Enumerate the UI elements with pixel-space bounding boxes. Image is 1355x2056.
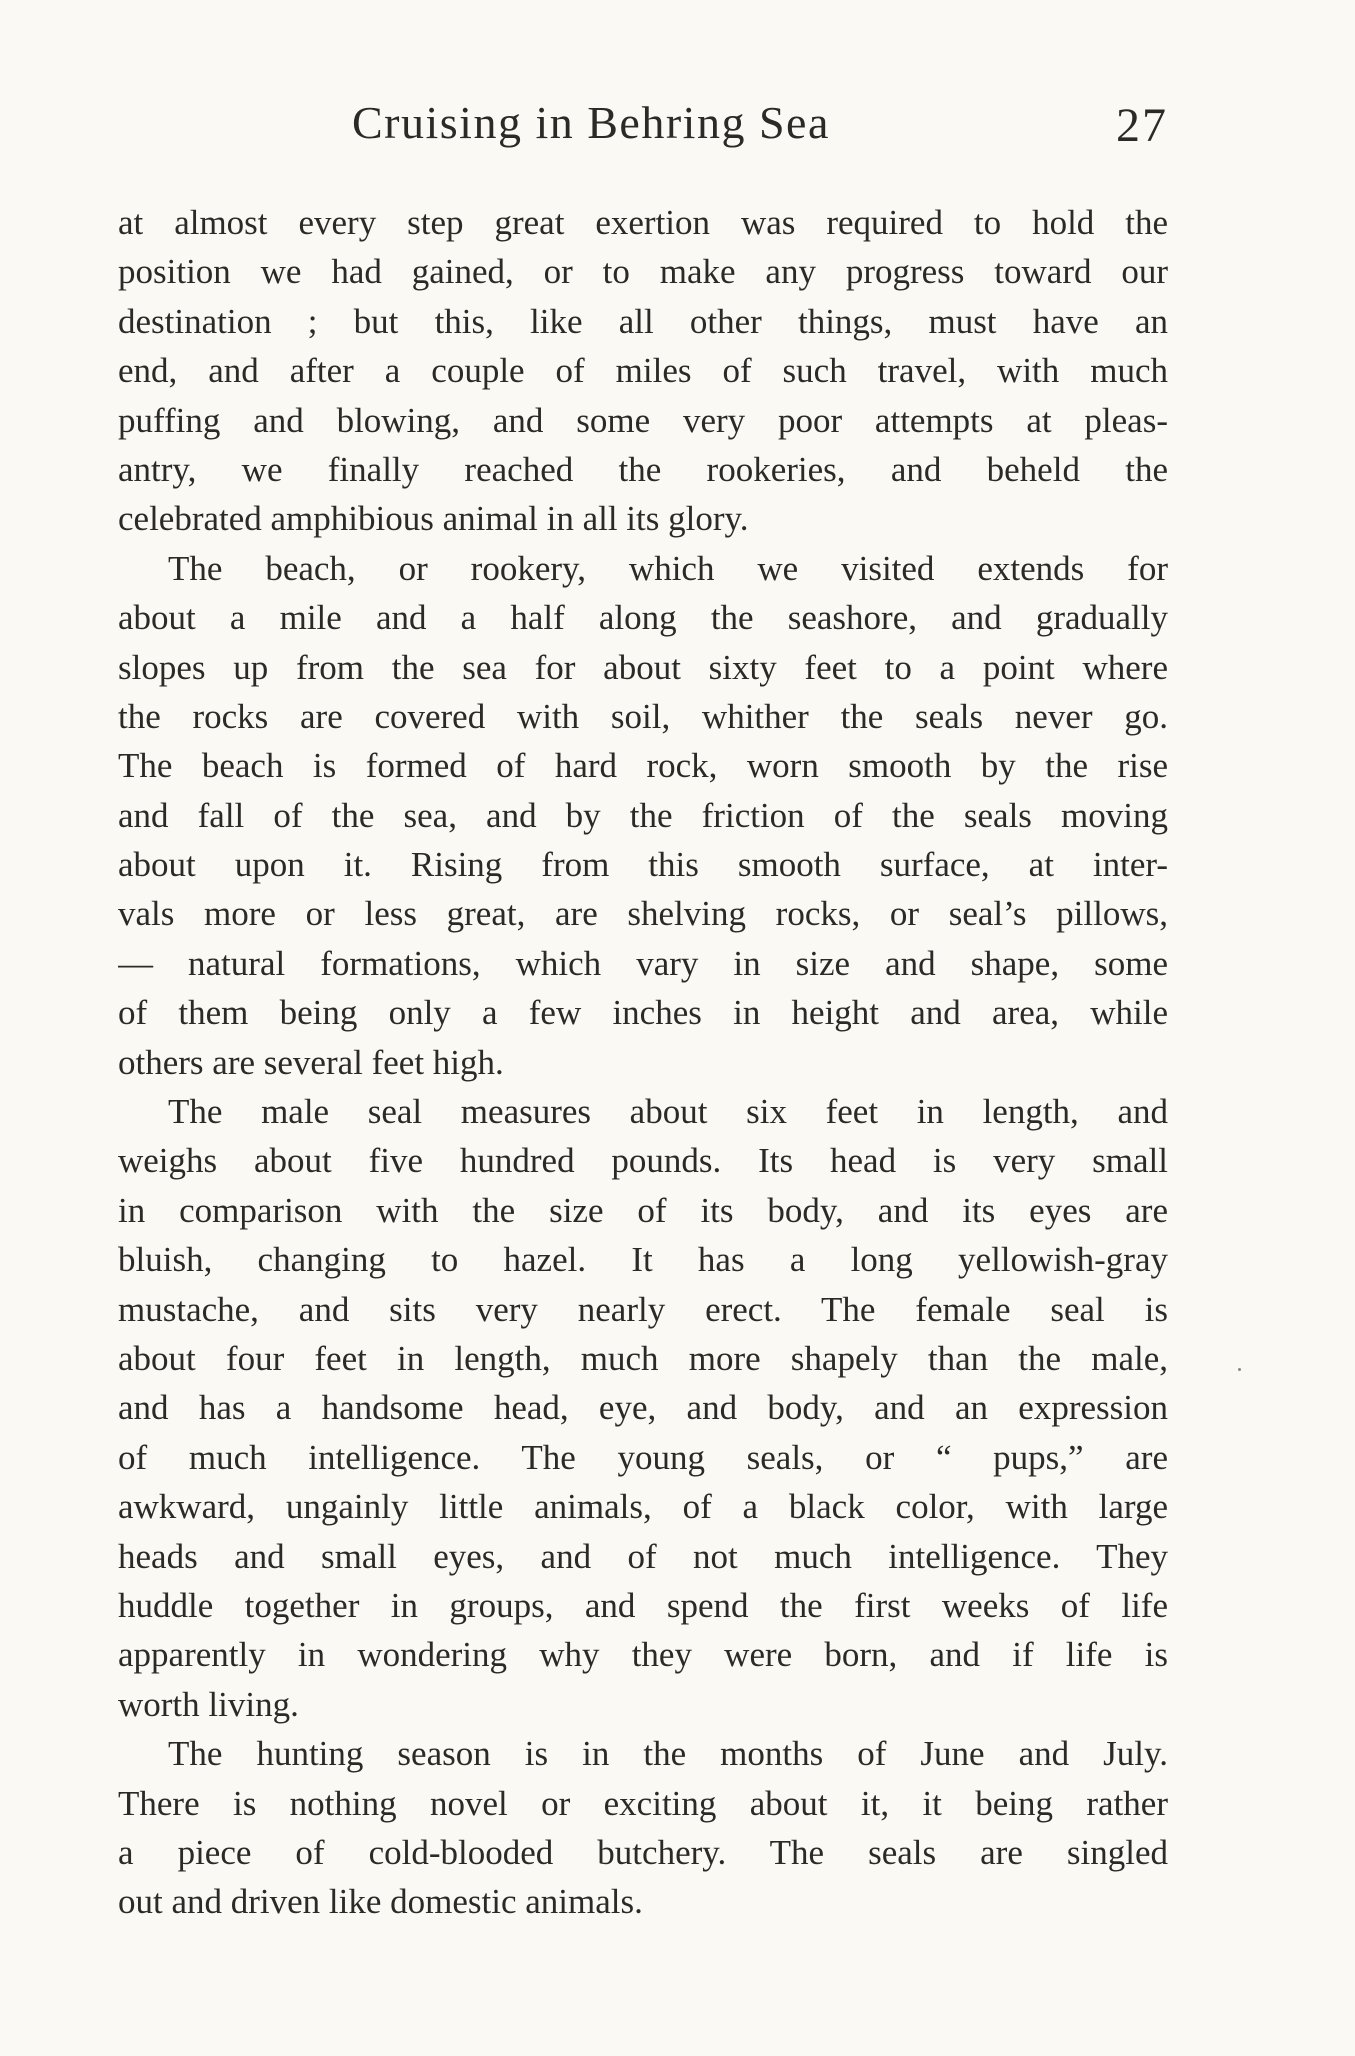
- running-title: Cruising in Behring Sea: [352, 97, 830, 148]
- text-line: about upon it. Rising from this smooth surface, at inter-: [118, 845, 1168, 885]
- text-line: at almost every step great exertion was required to hold the: [118, 203, 1168, 242]
- text-line: bluish, changing to hazel. It has a long yellowish-gray: [118, 1240, 1168, 1280]
- paper-speck: [1238, 1368, 1241, 1371]
- text-line: puffing and blowing, and some very poor attempts at pleas-: [118, 400, 1168, 440]
- text-line: and has a handsome head, eye, and body, and an expression: [118, 1388, 1168, 1428]
- text-line: The beach is formed of hard rock, worn smooth by the rise: [118, 746, 1168, 786]
- text-line: a piece of cold-blooded butchery. The seals are singled: [118, 1832, 1168, 1872]
- text-line: vals more or less great, are shelving rocks, or seal’s pillows,: [118, 894, 1168, 934]
- text-line: antry, we finally reached the rookeries, and beheld the: [118, 449, 1168, 489]
- text-line: The hunting season is in the months of June and July.: [168, 1734, 1168, 1774]
- page-header: [118, 96, 1168, 166]
- text-line: — natural formations, which vary in size and shape, some: [118, 943, 1168, 983]
- text-line: of them being only a few inches in height and area, while: [118, 993, 1168, 1033]
- text-line: end, and after a couple of miles of such travel, with much: [118, 351, 1168, 391]
- text-line: There is nothing novel or exciting about it, it being rather: [118, 1783, 1168, 1823]
- text-line: The male seal measures about six feet in length, and: [168, 1092, 1168, 1132]
- text-line: mustache, and sits very nearly erect. The female seal is: [118, 1289, 1168, 1329]
- text-line: weighs about five hundred pounds. Its head is very small: [118, 1141, 1168, 1181]
- text-line: huddle together in groups, and spend the first weeks of life: [118, 1585, 1168, 1625]
- page-number: 27: [1116, 99, 1168, 152]
- text-line: out and driven like domestic animals.: [118, 1882, 643, 1922]
- text-line: heads and small eyes, and of not much intelligence. They: [118, 1536, 1168, 1576]
- text-line: destination ; but this, like all other things, must have an: [118, 301, 1168, 341]
- text-line: about four feet in length, much more shapely than the male,: [118, 1338, 1168, 1378]
- text-line: worth living.: [118, 1684, 299, 1724]
- text-line: The beach, or rookery, which we visited extends for: [168, 548, 1168, 588]
- body-text: [118, 198, 1168, 1927]
- text-line: position we had gained, or to make any progress toward our: [118, 252, 1168, 292]
- text-line: apparently in wondering why they were born, and if life is: [118, 1635, 1168, 1675]
- text-line: awkward, ungainly little animals, of a black color, with large: [118, 1487, 1168, 1527]
- text-line: others are several feet high.: [118, 1042, 504, 1082]
- text-line: celebrated amphibious animal in all its glory.: [118, 499, 749, 539]
- text-line: of much intelligence. The young seals, or “ pups,” are: [118, 1437, 1168, 1477]
- text-line: in comparison with the size of its body, and its eyes are: [118, 1190, 1168, 1230]
- text-line: slopes up from the sea for about sixty feet to a point where: [118, 647, 1168, 687]
- text-line: and fall of the sea, and by the friction of the seals moving: [118, 795, 1168, 835]
- text-line: the rocks are covered with soil, whither the seals never go.: [118, 696, 1168, 736]
- text-line: about a mile and a half along the seashore, and gradually: [118, 598, 1168, 638]
